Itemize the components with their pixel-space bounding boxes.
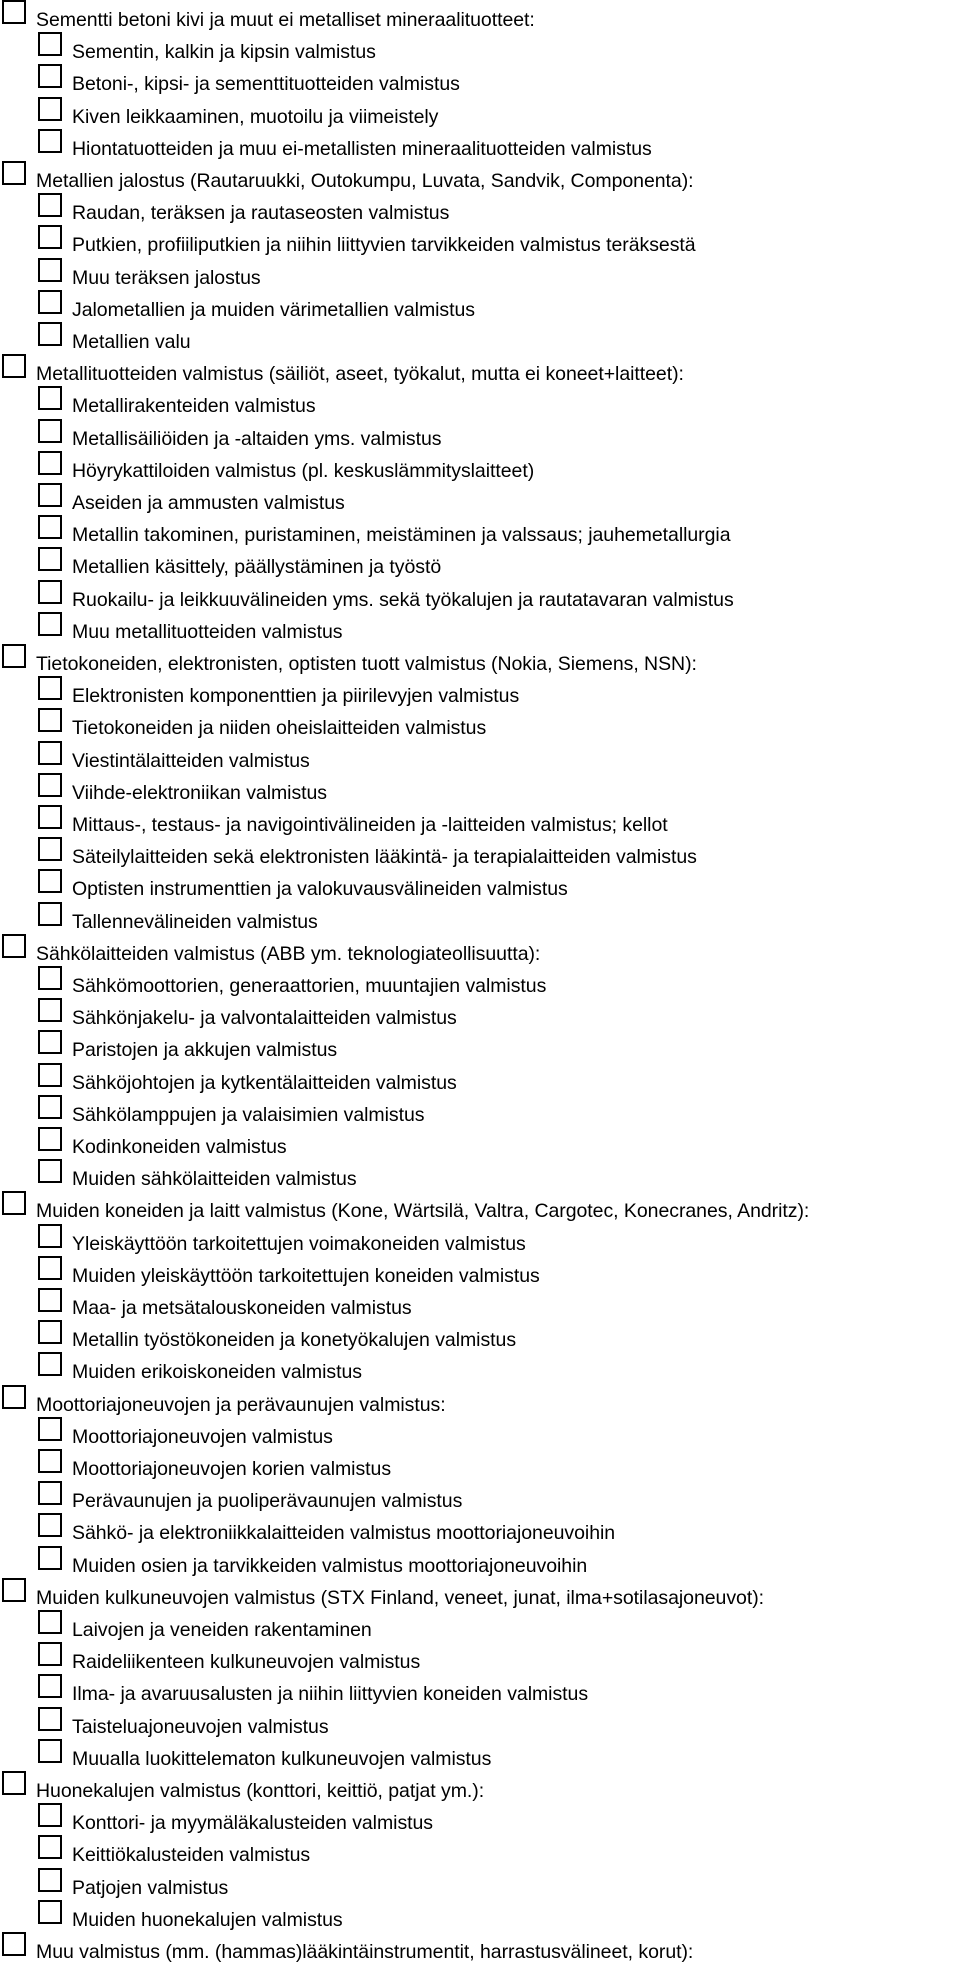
subcategory-row[interactable] [38,36,376,68]
subcategory-row[interactable] [38,551,441,583]
subcategory-label: Säteilylaitteiden sekä elektronisten lääkintä- ja terapialaitteiden valmistus [72,846,697,869]
category-label: Metallien jalostus (Rautaruukki, Outokumpu, Luvata, Sandvik, Componenta): [36,170,694,192]
subcategory-checkbox[interactable] [38,97,62,121]
subcategory-row[interactable] [38,390,316,422]
category-row[interactable] [2,1582,764,1614]
subcategory-row[interactable] [38,906,318,938]
subcategory-row[interactable] [38,229,696,261]
subcategory-label: Metallien käsittely, päällystäminen ja työstö [72,556,442,579]
subcategory-row[interactable] [38,809,668,841]
subcategory-label: Kiven leikkaaminen, muotoilu ja viimeistely [72,105,439,128]
subcategory-row[interactable] [38,680,519,712]
subcategory-label: Moottoriajoneuvojen korien valmistus [72,1458,392,1480]
subcategory-checkbox[interactable] [38,1030,62,1054]
category-label: Muiden kulkuneuvojen valmistus (STX Finland, veneet, junat, ilma+sotilasajoneuvot): [36,1586,765,1609]
subcategory-row[interactable] [38,1517,615,1549]
subcategory-checkbox[interactable] [38,1063,62,1087]
subcategory-row[interactable] [38,616,343,648]
subcategory-row[interactable] [38,873,568,905]
subcategory-label: Betoni-, kipsi- ja sementtituotteiden valmistus [72,73,460,96]
category-label: Muiden koneiden ja laitt valmistus (Kone, Wärtsilä, Valtra, Cargotec, Konecranes, Andritz): [36,1200,810,1223]
subcategory-label: Yleiskäyttöön tarkoitettujen voimakoneiden valmistus [72,1232,526,1255]
subcategory-row[interactable] [38,1646,420,1678]
category-checkbox[interactable] [2,1932,26,1956]
subcategory-label: Muiden erikoiskoneiden valmistus [72,1361,362,1384]
subcategory-label: Sementin, kalkin ja kipsin valmistus [72,41,376,64]
subcategory-row[interactable] [38,1453,391,1485]
subcategory-label: Sähkönjakelu- ja valvontalaitteiden valmistus [72,1007,457,1030]
category-row[interactable] [2,1775,484,1807]
subcategory-row[interactable] [38,1614,372,1646]
subcategory-checkbox[interactable] [38,612,62,636]
subcategory-checkbox[interactable] [38,773,62,797]
subcategory-checkbox[interactable] [38,1320,62,1344]
subcategory-row[interactable] [38,487,345,519]
subcategory-checkbox[interactable] [38,1095,62,1119]
subcategory-row[interactable] [38,1711,329,1743]
subcategory-label: Sähkölamppujen ja valaisimien valmistus [72,1103,425,1126]
subcategory-label: Ilma- ja avaruusalusten ja niihin liittyvien koneiden valmistus [72,1683,589,1706]
subcategory-label: Muiden yleiskäyttöön tarkoitettujen koneiden valmistus [72,1264,540,1287]
subcategory-label: Patjojen valmistus [72,1876,229,1899]
subcategory-label: Muiden osien ja tarvikkeiden valmistus moottoriajoneuvoihin [72,1554,588,1577]
subcategory-label: Metallien valu [72,331,191,353]
subcategory-label: Mittaus-, testaus- ja navigointivälineiden ja -laitteiden valmistus; kellot [72,814,668,836]
subcategory-row[interactable] [38,1839,310,1871]
subcategory-row[interactable] [38,584,734,616]
subcategory-checkbox[interactable] [38,1352,62,1376]
subcategory-checkbox[interactable] [38,741,62,765]
subcategory-checkbox[interactable] [38,386,62,410]
subcategory-label: Tallennevälineiden valmistus [72,910,318,933]
subcategory-label: Kodinkoneiden valmistus [72,1136,287,1158]
subcategory-row[interactable] [38,1034,337,1066]
subcategory-label: Metallirakenteiden valmistus [72,395,316,418]
subcategory-row[interactable] [38,101,438,133]
subcategory-checkbox[interactable] [38,1127,62,1151]
subcategory-row[interactable] [38,455,534,487]
subcategory-checkbox[interactable] [38,419,62,443]
subcategory-row[interactable] [38,1872,228,1904]
category-label: Tietokoneiden, elektronisten, optisten tuott valmistus (Nokia, Siemens, NSN): [36,653,697,675]
category-label: Sementti betoni kivi ja muut ei metalliset mineraalituotteet: [36,9,535,31]
subcategory-label: Tietokoneiden ja niiden oheislaitteiden valmistus [72,717,487,740]
subcategory-checkbox[interactable] [38,322,62,346]
subcategory-row[interactable] [38,294,475,326]
subcategory-row[interactable] [38,1743,491,1775]
subcategory-checkbox[interactable] [38,869,62,893]
category-row[interactable] [2,165,694,197]
subcategory-checkbox[interactable] [38,1224,62,1248]
subcategory-row[interactable] [38,197,449,229]
subcategory-label: Aseiden ja ammusten valmistus [72,492,345,514]
category-checkbox[interactable] [2,934,26,958]
subcategory-label: Taisteluajoneuvojen valmistus [72,1715,329,1738]
subcategory-row[interactable] [38,970,546,1002]
subcategory-row[interactable] [38,1260,540,1292]
subcategory-checkbox[interactable] [38,258,62,282]
subcategory-label: Viestintälaitteiden valmistus [72,749,310,772]
subcategory-row[interactable] [38,1292,412,1324]
category-row[interactable] [2,1195,809,1227]
subcategory-checkbox[interactable] [38,1739,62,1763]
subcategory-row[interactable] [38,1904,343,1936]
subcategory-row[interactable] [38,1807,433,1839]
subcategory-label: Konttori- ja myymäläkalusteiden valmistus [72,1812,434,1835]
subcategory-label: Metallin takominen, puristaminen, meistäminen ja valssaus; jauhemetallurgia [72,524,731,547]
subcategory-row[interactable] [38,1421,333,1453]
subcategory-label: Metallisäiliöiden ja -altaiden yms. valmistus [72,427,442,450]
subcategory-label: Jalometallien ja muiden värimetallien valmistus [72,298,475,321]
category-row[interactable] [2,4,535,36]
subcategory-checkbox[interactable] [38,1835,62,1859]
subcategory-checkbox[interactable] [38,1449,62,1473]
subcategory-label: Ruokailu- ja leikkuuvälineiden yms. sekä työkalujen ja rautatavaran valmistus [72,588,734,611]
subcategory-label: Hiontatuotteiden ja muu ei-metallisten mineraalituotteiden valmistus [72,137,652,160]
category-label: Huonekalujen valmistus (konttori, keittiö, patjat ym.): [36,1780,485,1802]
subcategory-row[interactable] [38,745,310,777]
subcategory-checkbox[interactable] [38,676,62,700]
subcategory-label: Sähköjohtojen ja kytkentälaitteiden valmistus [72,1071,457,1094]
subcategory-label: Muiden sähkölaitteiden valmistus [72,1168,357,1191]
category-checkbox[interactable] [2,1578,26,1602]
category-checkbox[interactable] [2,644,26,668]
subcategory-checkbox[interactable] [38,837,62,861]
subcategory-label: Muu metallituotteiden valmistus [72,620,343,643]
category-label: Metallituotteiden valmistus (säiliöt, aseet, työkalut, mutta ei koneet+laitteet): [36,363,684,386]
subcategory-row[interactable] [38,1002,457,1034]
subcategory-checkbox[interactable] [38,902,62,926]
subcategory-label: Metallin työstökoneiden ja konetyökalujen valmistus [72,1329,517,1352]
subcategory-label: Elektronisten komponenttien ja piirilevyjen valmistus [72,685,520,708]
subcategory-label: Raudan, teräksen ja rautaseosten valmistus [72,202,450,225]
subcategory-row[interactable] [38,1163,357,1195]
subcategory-checkbox[interactable] [38,225,62,249]
subcategory-row[interactable] [38,841,697,873]
subcategory-row[interactable] [38,68,460,100]
category-row[interactable] [2,1389,446,1421]
category-checkbox[interactable] [2,1191,26,1215]
subcategory-label: Moottoriajoneuvojen valmistus [72,1425,333,1448]
subcategory-checkbox[interactable] [38,290,62,314]
subcategory-row[interactable] [38,1356,362,1388]
subcategory-label: Putkien, profiiliputkien ja niihin liittyvien tarvikkeiden valmistus teräksestä [72,234,696,257]
subcategory-row[interactable] [38,326,191,358]
subcategory-checkbox[interactable] [38,1546,62,1570]
category-row[interactable] [2,358,684,390]
subcategory-checkbox[interactable] [38,32,62,56]
subcategory-checkbox[interactable] [38,1513,62,1537]
category-label: Moottoriajoneuvojen ja perävaunujen valmistus: [36,1393,446,1416]
subcategory-checkbox[interactable] [38,1288,62,1312]
subcategory-label: Sähkö- ja elektroniikkalaitteiden valmistus moottoriajoneuvoihin [72,1522,616,1545]
subcategory-row[interactable] [38,1099,424,1131]
subcategory-label: Laivojen ja veneiden rakentaminen [72,1619,372,1641]
subcategory-checkbox[interactable] [38,1803,62,1827]
subcategory-checkbox[interactable] [38,1642,62,1666]
subcategory-checkbox[interactable] [38,1707,62,1731]
subcategory-label: Keittiökalusteiden valmistus [72,1844,311,1867]
category-row[interactable] [2,1936,693,1968]
subcategory-row[interactable] [38,712,486,744]
subcategory-checkbox[interactable] [38,64,62,88]
subcategory-label: Höyrykattiloiden valmistus (pl. keskuslämmityslaitteet) [72,459,535,482]
subcategory-checkbox[interactable] [38,1481,62,1505]
subcategory-checkbox[interactable] [38,708,62,732]
subcategory-row[interactable] [38,423,441,455]
subcategory-label: Maa- ja metsätalouskoneiden valmistus [72,1297,412,1319]
subcategory-checkbox[interactable] [38,193,62,217]
subcategory-checkbox[interactable] [38,129,62,153]
subcategory-checkbox[interactable] [38,547,62,571]
category-checkbox[interactable] [2,1385,26,1409]
subcategory-checkbox[interactable] [38,1900,62,1924]
subcategory-checkbox[interactable] [38,1417,62,1441]
subcategory-row[interactable] [38,133,652,165]
subcategory-label: Muu teräksen jalostus [72,266,261,289]
subcategory-label: Viihde-elektroniikan valmistus [72,781,328,804]
category-row[interactable] [2,938,540,970]
category-label: Sähkölaitteiden valmistus (ABB ym. teknologiateollisuutta): [36,942,541,965]
subcategory-row[interactable] [38,262,261,294]
subcategory-row[interactable] [38,1485,462,1517]
subcategory-label: Muualla luokittelematon kulkuneuvojen valmistus [72,1747,492,1770]
category-checkbox[interactable] [2,354,26,378]
subcategory-checkbox[interactable] [38,1256,62,1280]
subcategory-checkbox[interactable] [38,998,62,1022]
subcategory-row[interactable] [38,1678,588,1710]
subcategory-row[interactable] [38,1550,587,1582]
subcategory-checkbox[interactable] [38,515,62,539]
subcategory-checkbox[interactable] [38,580,62,604]
subcategory-row[interactable] [38,519,731,551]
subcategory-label: Paristojen ja akkujen valmistus [72,1039,338,1062]
subcategory-label: Sähkömoottorien, generaattorien, muuntajien valmistus [72,975,547,997]
subcategory-checkbox[interactable] [38,451,62,475]
category-checkbox[interactable] [2,0,26,24]
subcategory-checkbox[interactable] [38,966,62,990]
category-label: Muu valmistus (mm. (hammas)lääkintäinstrumentit, harrastusvälineet, korut): [36,1941,694,1963]
subcategory-row[interactable] [38,1131,287,1163]
subcategory-checkbox[interactable] [38,1674,62,1698]
subcategory-label: Muiden huonekalujen valmistus [72,1908,343,1931]
subcategory-checkbox[interactable] [38,1159,62,1183]
subcategory-row[interactable] [38,1067,457,1099]
category-checkbox[interactable] [2,1771,26,1795]
subcategory-row[interactable] [38,1228,526,1260]
subcategory-row[interactable] [38,1324,516,1356]
category-row[interactable] [2,648,697,680]
subcategory-row[interactable] [38,777,327,809]
subcategory-label: Raideliikenteen kulkuneuvojen valmistus [72,1651,421,1674]
subcategory-label: Optisten instrumenttien ja valokuvausvälineiden valmistus [72,878,568,901]
subcategory-checkbox[interactable] [38,1868,62,1892]
category-checkbox[interactable] [2,161,26,185]
subcategory-checkbox[interactable] [38,805,62,829]
subcategory-checkbox[interactable] [38,1610,62,1634]
subcategory-checkbox[interactable] [38,483,62,507]
subcategory-label: Perävaunujen ja puoliperävaunujen valmistus [72,1490,463,1513]
